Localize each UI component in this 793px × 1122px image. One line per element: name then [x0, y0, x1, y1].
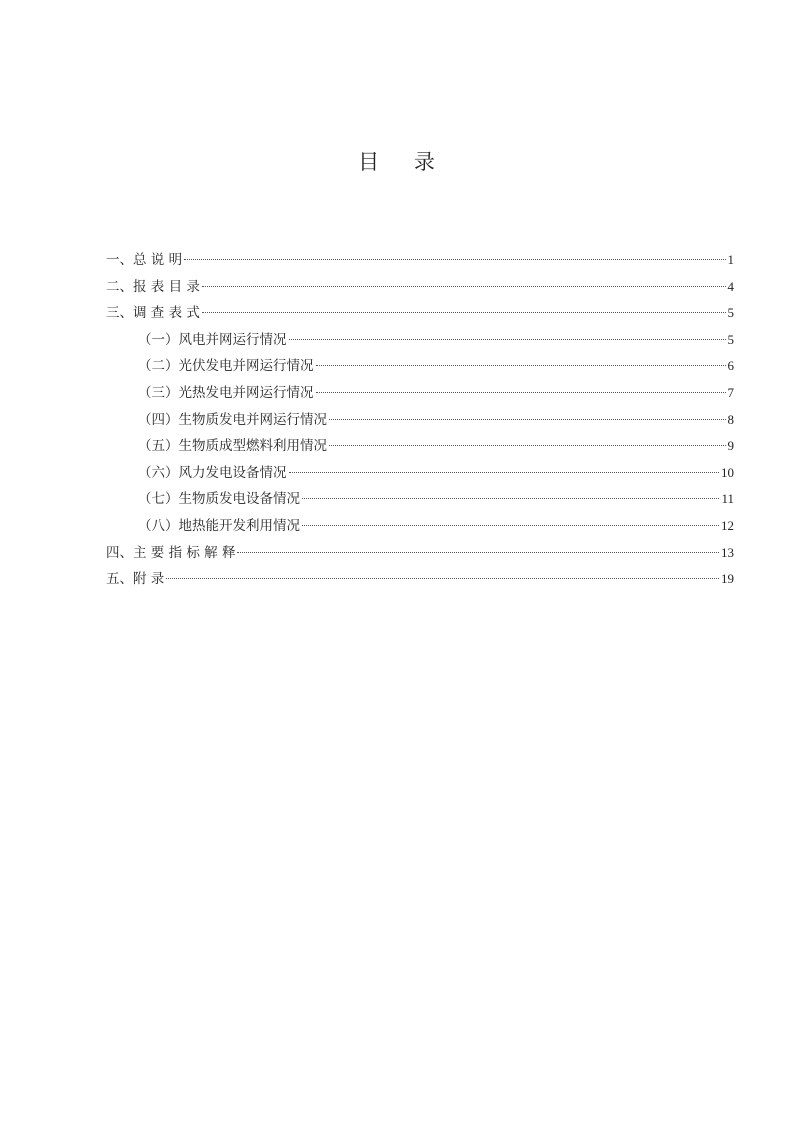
toc-leader-dots [202, 286, 726, 287]
toc-entry-page: 5 [727, 331, 734, 347]
toc-entry [106, 300, 734, 327]
toc-subentry [106, 486, 734, 513]
toc-entry-page: 12 [721, 517, 734, 533]
toc-leader-dots [184, 259, 725, 260]
toc-entry-page: 7 [727, 384, 734, 400]
toc-leader-dots [316, 392, 726, 393]
toc-subentry [106, 380, 734, 407]
toc-entry-page: 9 [727, 438, 734, 454]
toc-entry-label: 五、附 录 [106, 571, 165, 588]
toc-entry-page: 19 [721, 571, 734, 587]
toc-entry [106, 540, 734, 567]
toc-entry-label: （三）光热发电并网运行情况 [138, 384, 314, 401]
toc-entry-page: 6 [727, 358, 734, 374]
toc-leader-dots [289, 339, 726, 340]
toc-entry-label: 二、报 表 目 录 [106, 278, 200, 295]
toc-entry-page: 8 [727, 411, 734, 427]
toc-entry [106, 566, 734, 593]
toc-leader-dots [329, 445, 726, 446]
toc-entry-label: （六）风力发电设备情况 [138, 464, 287, 481]
toc-entry-label: 四、主 要 指 标 解 释 [106, 544, 236, 561]
toc-leader-dots [289, 472, 720, 473]
toc-entry-page: 4 [727, 278, 734, 294]
toc-subentry [106, 353, 734, 380]
toc-entry-label: （八）地热能开发利用情况 [138, 517, 300, 534]
toc-leader-dots [202, 312, 726, 313]
toc-entry-page: 13 [721, 544, 734, 560]
toc-entry-page: 11 [721, 491, 734, 507]
toc-entry-label: （一）风电并网运行情况 [138, 331, 287, 348]
toc-entry-label: （四）生物质发电并网运行情况 [138, 411, 327, 428]
toc-list [106, 247, 734, 593]
toc-entry-page: 10 [721, 464, 734, 480]
toc-entry [106, 247, 734, 274]
toc-entry-page: 5 [727, 305, 734, 321]
toc-entry-label: 一、总 说 明 [106, 252, 183, 268]
toc-entry [106, 274, 734, 301]
toc-leader-dots [166, 578, 719, 579]
toc-subentry [106, 327, 734, 354]
toc-entry-label: （五）生物质成型燃料利用情况 [138, 438, 327, 455]
toc-leader-dots [237, 552, 719, 553]
toc-leader-dots [329, 419, 726, 420]
toc-entry-label: （七）生物质发电设备情况 [138, 491, 300, 508]
toc-entry-label: （二）光伏发电并网运行情况 [138, 358, 314, 375]
toc-subentry [106, 433, 734, 460]
toc-entry-page: 1 [727, 252, 734, 267]
toc-entry-label: 三、调 查 表 式 [106, 305, 200, 322]
toc-leader-dots [316, 365, 726, 366]
toc-title: 目 录 [358, 150, 449, 174]
toc-subentry [106, 460, 734, 487]
toc-subentry [106, 407, 734, 434]
toc-leader-dots [302, 498, 719, 499]
toc-subentry [106, 513, 734, 540]
toc-leader-dots [302, 525, 719, 526]
